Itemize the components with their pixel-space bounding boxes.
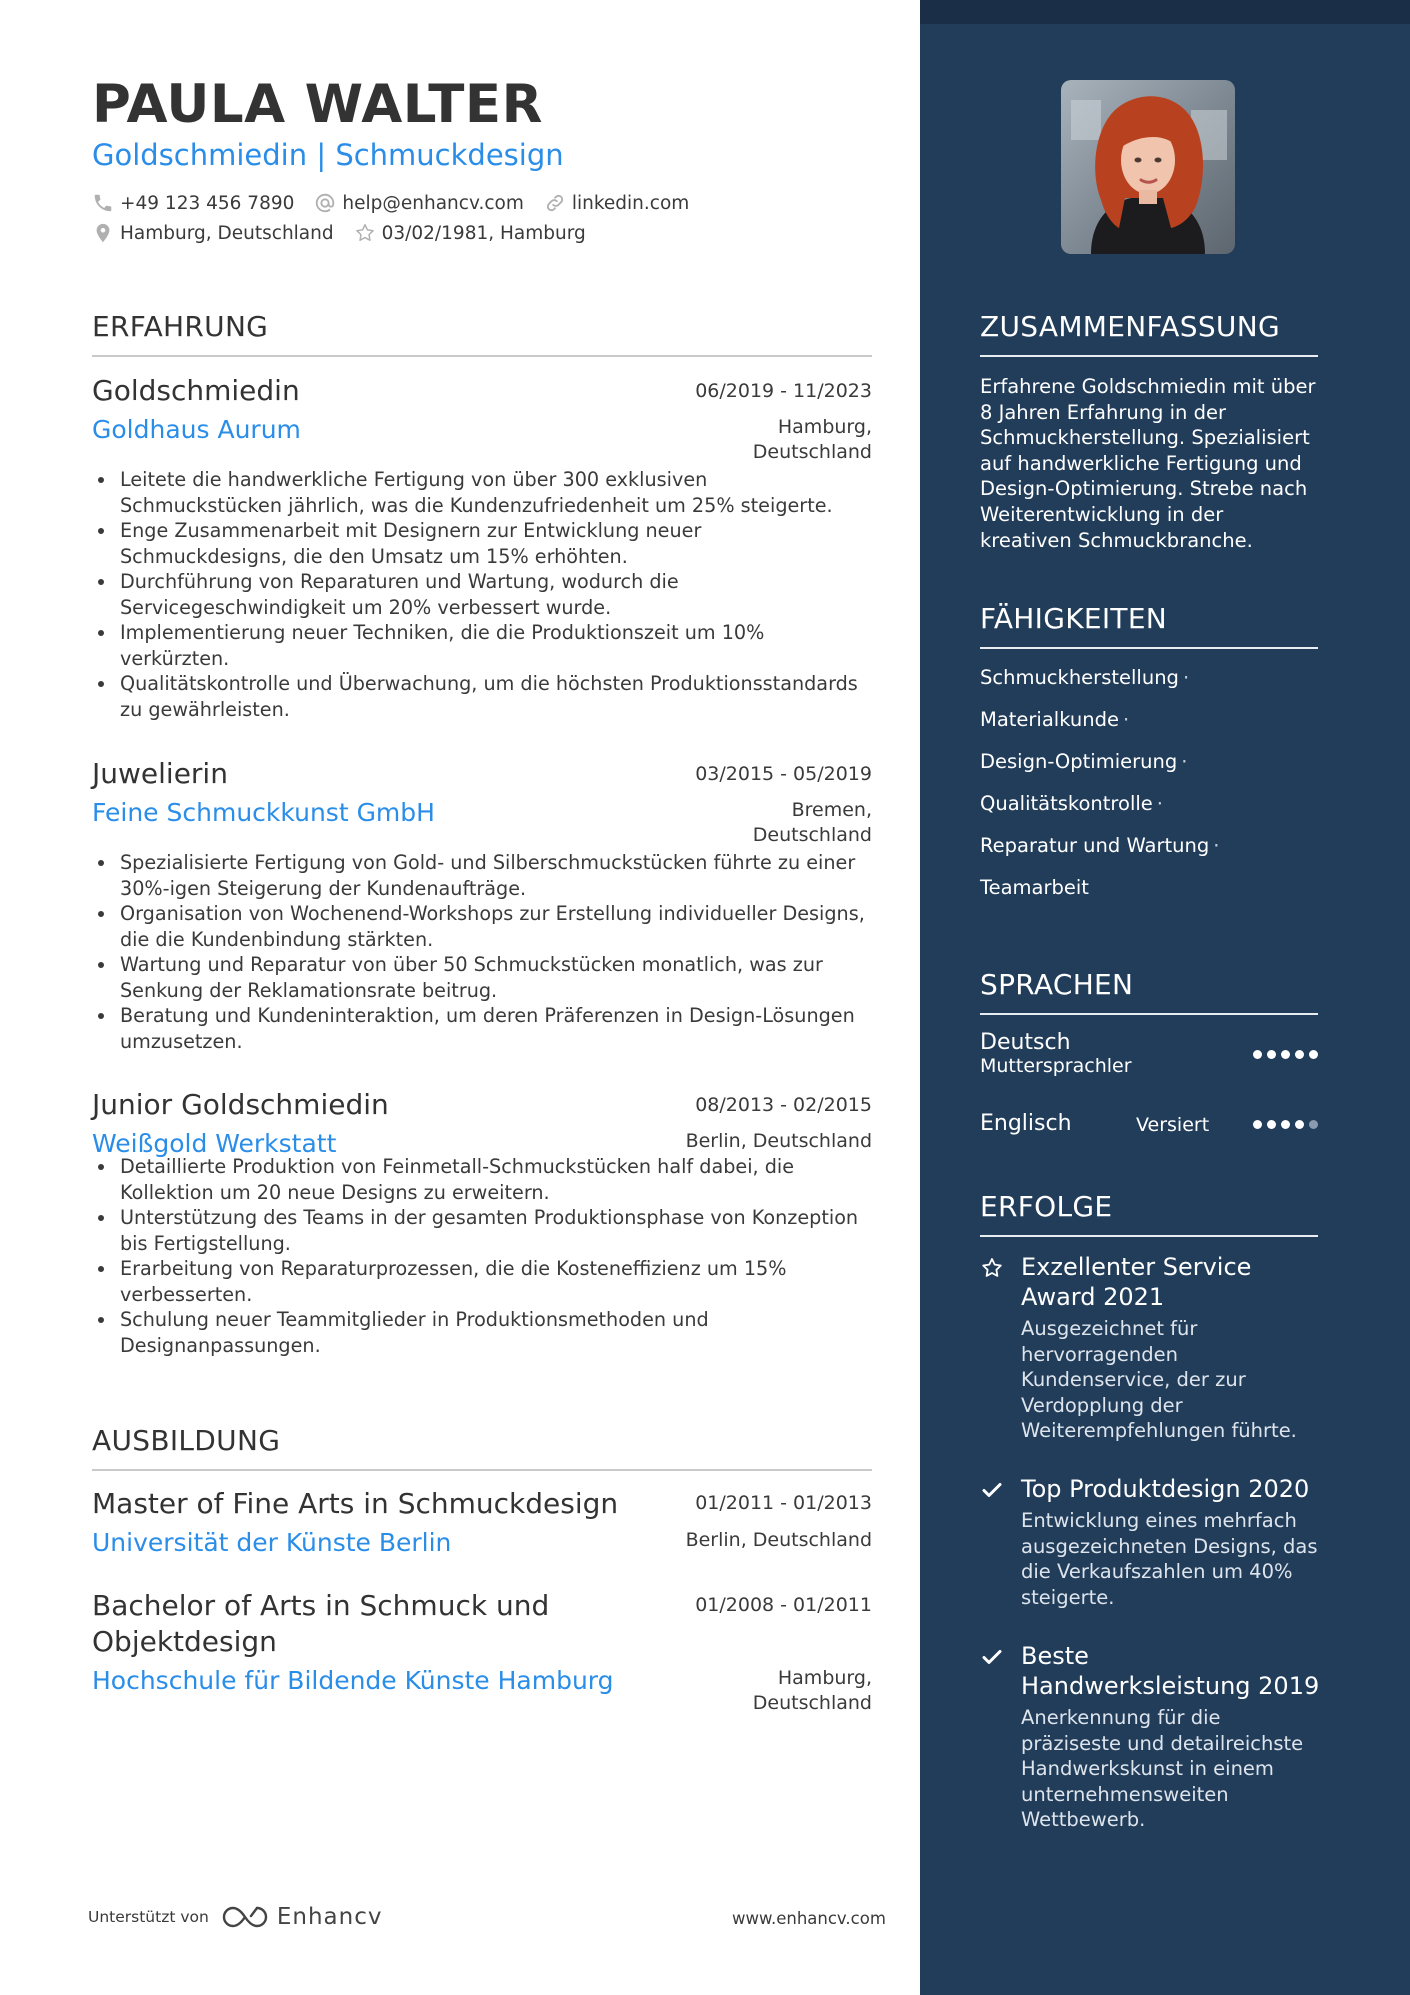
job-bullet: Beratung und Kundeninteraktion, um deren Präferenzen in Design-Lösungen umzusetzen.	[92, 1003, 872, 1054]
job-bullet: Implementierung neuer Techniken, die die Produktionszeit um 10% verkürzten.	[92, 620, 872, 671]
experience-item	[92, 1088, 872, 1358]
footer-powered-by	[88, 1904, 382, 1930]
rating-dot-filled	[1309, 1050, 1318, 1059]
job-date: 08/2013 - 02/2015	[695, 1094, 872, 1116]
job-bullet: Detaillierte Produktion von Feinmetall-Schmuckstücken half dabei, die Kollektion um 20 neue Designs zu erweitern.	[92, 1154, 872, 1205]
job-bullet: Unterstützung des Teams in der gesamten Produktionsphase von Konzeption bis Fertigstellung.	[92, 1205, 872, 1256]
achievement-title: Exzellenter Service Award 2021	[1021, 1253, 1252, 1311]
candidate-headline: Goldschmiedin | Schmuckdesign	[92, 138, 564, 172]
brand-name: Enhancv	[276, 1904, 383, 1930]
job-bullets	[92, 467, 872, 722]
job-date: 03/2015 - 05/2019	[695, 763, 872, 785]
education-date: 01/2011 - 01/2013	[695, 1492, 872, 1514]
job-location-line: Bremen,	[791, 799, 872, 821]
job-location-line: Hamburg,	[777, 416, 872, 438]
skill-item: Materialkunde ·	[980, 708, 1130, 731]
achievement-desc: Entwicklung eines mehrfach ausgezeichneten Designs, das die Verkaufszahlen um 40% steigerte.	[1021, 1509, 1318, 1609]
skill-item: Reparatur und Wartung ·	[980, 834, 1220, 857]
job-bullets	[92, 1154, 872, 1358]
job-location	[753, 798, 872, 848]
phone-icon	[92, 192, 114, 214]
candidate-name: PAULA WALTER	[92, 74, 543, 135]
achievement-desc: Ausgezeichnet für hervorragenden Kundenservice, der zur Verdopplung der Weiterempfehlungen führte.	[1021, 1317, 1297, 1443]
skill-label: Design-Optimierung	[980, 750, 1178, 773]
link-icon	[544, 192, 566, 214]
profile-photo	[1061, 80, 1235, 254]
achievement-item	[980, 1474, 1320, 1610]
contact-phone	[92, 192, 294, 214]
achievement-item	[980, 1641, 1320, 1833]
rating-dot-filled	[1267, 1120, 1276, 1129]
skill-label: Materialkunde	[980, 708, 1120, 731]
job-location	[686, 1129, 872, 1154]
skill-item: Schmuckherstellung ·	[980, 666, 1190, 689]
school-location: Berlin, Deutschland	[685, 1529, 872, 1551]
section-title-education: AUSBILDUNG	[92, 1424, 872, 1471]
rating-dot-filled	[1267, 1050, 1276, 1059]
rating-dot-filled	[1281, 1120, 1290, 1129]
job-title: Junior Goldschmiedin	[92, 1088, 389, 1121]
school-location-line: Hamburg,	[777, 1667, 872, 1689]
skill-item	[980, 875, 1320, 917]
language-level: Muttersprachler	[980, 1055, 1132, 1077]
phone-text: +49 123 456 7890	[120, 192, 295, 214]
job-location-line: Berlin, Deutschland	[685, 1130, 872, 1152]
website-link[interactable]: linkedin.com	[571, 192, 690, 214]
skill-label: Teamarbeit	[980, 876, 1089, 899]
degree-title: Master of Fine Arts in Schmuckdesign	[92, 1487, 619, 1520]
school-location-line: Deutschland	[752, 1692, 872, 1714]
skill-label: Qualitätskontrolle	[980, 792, 1153, 815]
school-name: Universität der Künste Berlin	[92, 1528, 452, 1557]
achievement-desc: Anerkennung für die präziseste und detailreichste Handwerkskunst in einem unternehmensweiten Wettbewerb.	[1021, 1706, 1304, 1832]
language-item	[980, 1111, 1318, 1136]
brand-logo[interactable]	[221, 1904, 383, 1930]
footer-url[interactable]: www.enhancv.com	[732, 1909, 886, 1928]
star-icon	[980, 1256, 1004, 1280]
achievement-title: Beste Handwerksleistung 2019	[1021, 1642, 1320, 1700]
rating-dot-filled	[1253, 1120, 1262, 1129]
experience-item	[92, 374, 872, 722]
job-company: Feine Schmuckkunst GmbH	[92, 798, 435, 827]
powered-by-text: Unterstützt von	[88, 1908, 209, 1926]
contact-website	[544, 192, 689, 214]
skill-item: Qualitätskontrolle ·	[980, 792, 1163, 815]
rating-dot-filled	[1281, 1050, 1290, 1059]
job-location-line: Deutschland	[752, 824, 872, 846]
section-title-languages: SPRACHEN	[980, 968, 1318, 1015]
job-title: Goldschmiedin	[92, 374, 300, 407]
birth-text: 03/02/1981, Hamburg	[381, 222, 586, 244]
education-date: 01/2008 - 01/2011	[695, 1594, 872, 1616]
job-date: 06/2019 - 11/2023	[695, 380, 872, 402]
check-icon	[980, 1645, 1004, 1669]
job-bullets	[92, 850, 872, 1054]
location-text: Hamburg, Deutschland	[120, 222, 334, 244]
section-title-skills: FÄHIGKEITEN	[980, 602, 1318, 649]
job-bullet: Leitete die handwerkliche Fertigung von über 300 exklusiven Schmuckstücken jährlich, was die Kundenzufriedenheit um 25% steigerte.	[92, 467, 872, 518]
skill-label: Reparatur und Wartung	[980, 834, 1210, 857]
language-name: Deutsch	[980, 1030, 1071, 1055]
contact-location	[92, 222, 334, 244]
job-title: Juwelierin	[92, 757, 228, 790]
rating-dot-filled	[1253, 1050, 1262, 1059]
job-bullet: Qualitätskontrolle und Überwachung, um die höchsten Produktionsstandards zu gewährleisten.	[92, 671, 872, 722]
language-item	[980, 1030, 1318, 1077]
job-location-line: Deutschland	[752, 441, 872, 463]
section-title-achievements: ERFOLGE	[980, 1190, 1318, 1237]
degree-title: Bachelor of Arts in Schmuck und Objektdesign	[92, 1589, 550, 1658]
job-location	[753, 415, 872, 465]
infinity-logo-icon	[221, 1904, 269, 1930]
language-rating	[1248, 1050, 1318, 1059]
sidebar-top-bar	[920, 0, 1410, 24]
school-location	[753, 1666, 872, 1716]
job-bullet: Durchführung von Reparaturen und Wartung, wodurch die Servicegeschwindigkeit um 20% verbessert wurde.	[92, 569, 872, 620]
job-company: Weißgold Werkstatt	[92, 1129, 337, 1158]
job-bullet: Organisation von Wochenend-Workshops zur Erstellung individueller Designs, die die Kundenbindung stärkten.	[92, 901, 872, 952]
skill-label: Schmuckherstellung	[980, 666, 1179, 689]
skill-item: Design-Optimierung ·	[980, 750, 1188, 773]
email-link[interactable]: help@enhancv.com	[342, 192, 524, 214]
avatar	[1061, 80, 1235, 254]
job-bullet: Spezialisierte Fertigung von Gold- und Silberschmuckstücken führte zu einer 30%-igen Steigerung der Kundenaufträge.	[92, 850, 872, 901]
language-level: Versiert	[1136, 1114, 1210, 1136]
job-company: Goldhaus Aurum	[92, 415, 301, 444]
job-bullet: Wartung und Reparatur von über 50 Schmuckstücken monatlich, was zur Senkung der Reklamationsrate beitrug.	[92, 952, 872, 1003]
education-item	[92, 1588, 872, 1716]
contact-email	[314, 192, 523, 214]
job-bullet: Schulung neuer Teammitglieder in Produktionsmethoden und Designanpassungen.	[92, 1307, 872, 1358]
contact-birth	[354, 222, 586, 244]
at-icon	[314, 192, 336, 214]
education-item	[92, 1486, 872, 1557]
language-name: Englisch	[980, 1111, 1072, 1136]
skills-list	[980, 665, 1320, 917]
contact-row-1	[92, 192, 709, 214]
star-icon	[354, 222, 376, 244]
language-rating	[1248, 1120, 1318, 1129]
rating-dot-empty	[1309, 1120, 1318, 1129]
rating-dot-filled	[1295, 1120, 1304, 1129]
achievement-title: Top Produktdesign 2020	[1021, 1475, 1310, 1503]
achievement-item	[980, 1252, 1320, 1444]
contact-row-2	[92, 222, 606, 244]
section-title-experience: ERFAHRUNG	[92, 310, 872, 357]
experience-item	[92, 757, 872, 1054]
rating-dot-filled	[1295, 1050, 1304, 1059]
check-icon	[980, 1478, 1004, 1502]
job-bullet: Erarbeitung von Reparaturprozessen, die die Kosteneffizienz um 15% verbesserten.	[92, 1256, 872, 1307]
job-bullet: Enge Zusammenarbeit mit Designern zur Entwicklung neuer Schmuckdesigns, die den Umsatz um 15% erhöhten.	[92, 518, 872, 569]
location-pin-icon	[92, 222, 114, 244]
summary-text: Erfahrene Goldschmiedin mit über 8 Jahren Erfahrung in der Schmuckherstellung. Spezialisiert auf handwerkliche Fertigung und Design-Optimierung. Strebe nach Weiterentwicklung in der kreativen Schmuckbranche.	[980, 375, 1316, 552]
school-name: Hochschule für Bildende Künste Hamburg	[92, 1666, 614, 1695]
section-title-summary: ZUSAMMENFASSUNG	[980, 310, 1318, 357]
